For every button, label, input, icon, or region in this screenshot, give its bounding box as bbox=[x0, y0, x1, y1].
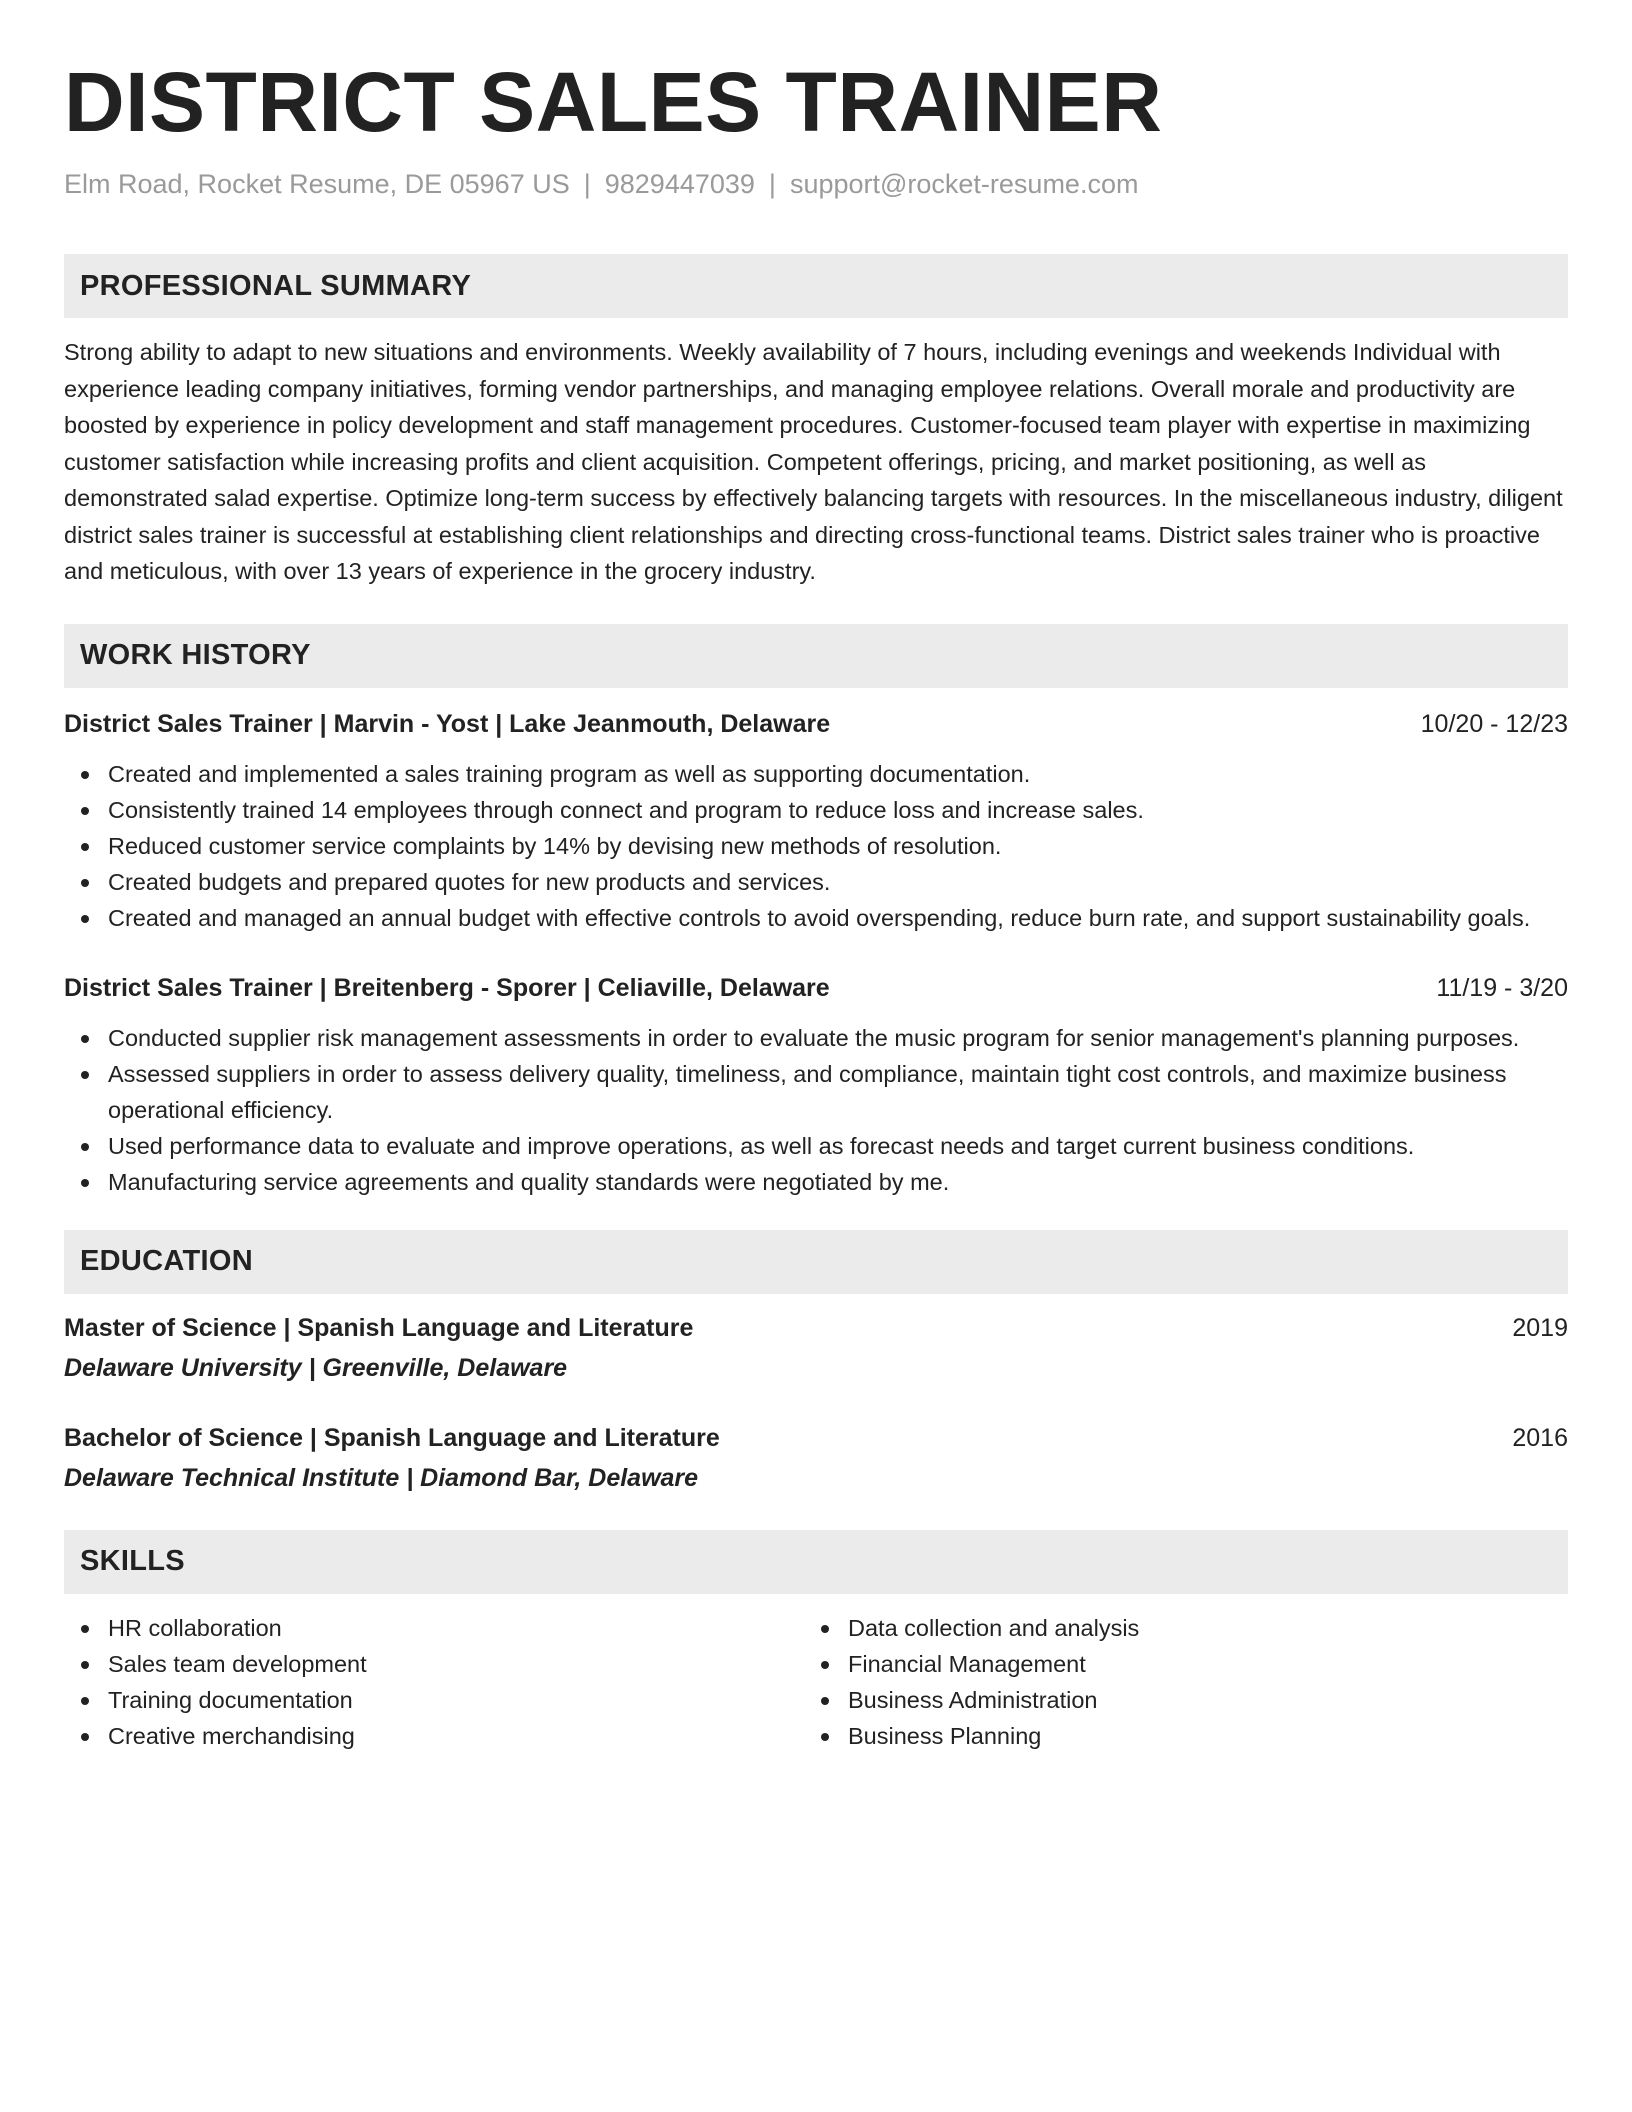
job-bullets bbox=[64, 756, 1568, 936]
skills-bullets bbox=[804, 1610, 1544, 1754]
job-bullet: Created and implemented a sales training program as well as supporting documentation. bbox=[64, 756, 1568, 792]
contact-phone: 9829447039 bbox=[604, 169, 755, 199]
education-entry bbox=[64, 1310, 1568, 1386]
summary-heading: PROFESSIONAL SUMMARY bbox=[64, 254, 1568, 318]
skills-column-left bbox=[64, 1610, 804, 1754]
skill-item: Financial Management bbox=[804, 1646, 1544, 1682]
education-year: 2016 bbox=[1512, 1423, 1568, 1452]
contact-separator: | bbox=[768, 169, 776, 199]
job-entry bbox=[64, 970, 1568, 1200]
job-title: District Sales Trainer | Marvin - Yost | Lake Jeanmouth, Delaware bbox=[64, 709, 831, 738]
work-history-heading: WORK HISTORY bbox=[64, 624, 1568, 688]
skills-list bbox=[64, 1610, 1568, 1754]
skill-item: Sales team development bbox=[64, 1646, 804, 1682]
contact-email: support@rocket-resume.com bbox=[789, 169, 1139, 199]
contact-separator: | bbox=[583, 169, 591, 199]
job-bullet: Conducted supplier risk management assessments in order to evaluate the music program for senior management's planning purposes. bbox=[64, 1020, 1568, 1056]
skill-item: Training documentation bbox=[64, 1682, 804, 1718]
job-header bbox=[64, 706, 1568, 742]
job-bullet: Reduced customer service complaints by 14% by devising new methods of resolution. bbox=[64, 828, 1568, 864]
skills-heading: SKILLS bbox=[64, 1530, 1568, 1594]
resume-name: DISTRICT SALES TRAINER bbox=[64, 55, 1163, 149]
job-title: District Sales Trainer | Breitenberg - Sporer | Celiaville, Delaware bbox=[64, 973, 830, 1002]
education-heading: EDUCATION bbox=[64, 1230, 1568, 1294]
education-header bbox=[64, 1310, 1568, 1346]
job-bullet: Used performance data to evaluate and improve operations, as well as forecast needs and target current business conditions. bbox=[64, 1128, 1568, 1164]
education-school: Delaware University | Greenville, Delaware bbox=[64, 1353, 568, 1382]
skills-column-right bbox=[804, 1610, 1544, 1754]
contact-line bbox=[64, 166, 1568, 202]
summary-text: Strong ability to adapt to new situations and environments. Weekly availability of 7 hours, including evenings and weekends Individual with experience leading company initiatives, forming vendor partnerships, and managing employee relations. Overall morale and productivity are boosted by experience in policy development and staff management procedures. Customer-focused team player with expertise in maximizing customer satisfaction while increasing profits and client acquisition. Competent offerings, pricing, and market positioning, as well as demonstrated salad expertise. Optimize long-term success by effectively balancing targets with resources. In the miscellaneous industry, diligent district sales trainer is successful at establishing client relationships and directing cross-functional teams. District sales trainer who is proactive and meticulous, with over 13 years of experience in the grocery industry. bbox=[64, 339, 1563, 584]
education-header bbox=[64, 1420, 1568, 1456]
skills-bullets bbox=[64, 1610, 804, 1754]
job-bullet: Manufacturing service agreements and quality standards were negotiated by me. bbox=[64, 1164, 1568, 1200]
skill-item: Data collection and analysis bbox=[804, 1610, 1544, 1646]
job-bullet: Created and managed an annual budget with effective controls to avoid overspending, reduce burn rate, and support sustainability goals. bbox=[64, 900, 1568, 936]
job-header bbox=[64, 970, 1568, 1006]
job-dates: 11/19 - 3/20 bbox=[1436, 973, 1568, 1002]
education-entry bbox=[64, 1420, 1568, 1496]
education-degree: Master of Science | Spanish Language and Literature bbox=[64, 1313, 694, 1342]
job-bullet: Consistently trained 14 employees through connect and program to reduce loss and increase sales. bbox=[64, 792, 1568, 828]
education-degree: Bachelor of Science | Spanish Language and Literature bbox=[64, 1423, 720, 1452]
skill-item: Creative merchandising bbox=[64, 1718, 804, 1754]
skill-item: Business Administration bbox=[804, 1682, 1544, 1718]
job-dates: 10/20 - 12/23 bbox=[1420, 709, 1568, 738]
job-bullets bbox=[64, 1020, 1568, 1200]
job-bullet: Created budgets and prepared quotes for new products and services. bbox=[64, 864, 1568, 900]
job-entry bbox=[64, 706, 1568, 936]
education-year: 2019 bbox=[1512, 1313, 1568, 1342]
education-school: Delaware Technical Institute | Diamond Bar, Delaware bbox=[64, 1463, 699, 1492]
job-bullet: Assessed suppliers in order to assess delivery quality, timeliness, and compliance, maintain tight cost controls, and maximize business operational efficiency. bbox=[64, 1056, 1568, 1128]
skill-item: HR collaboration bbox=[64, 1610, 804, 1646]
contact-address: Elm Road, Rocket Resume, DE 05967 US bbox=[64, 169, 570, 199]
skill-item: Business Planning bbox=[804, 1718, 1544, 1754]
